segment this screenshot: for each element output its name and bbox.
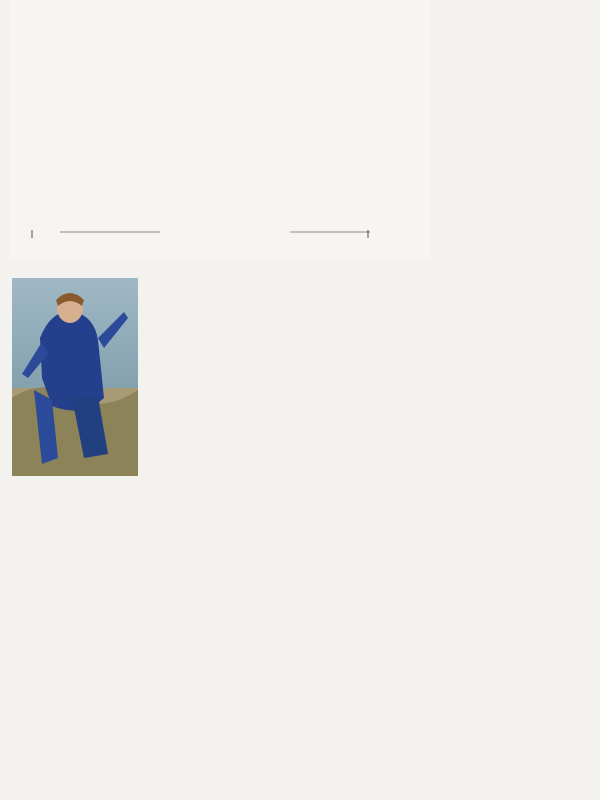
model-photo <box>12 278 138 476</box>
row-numbers <box>432 8 462 238</box>
knitting-chart <box>10 0 430 260</box>
